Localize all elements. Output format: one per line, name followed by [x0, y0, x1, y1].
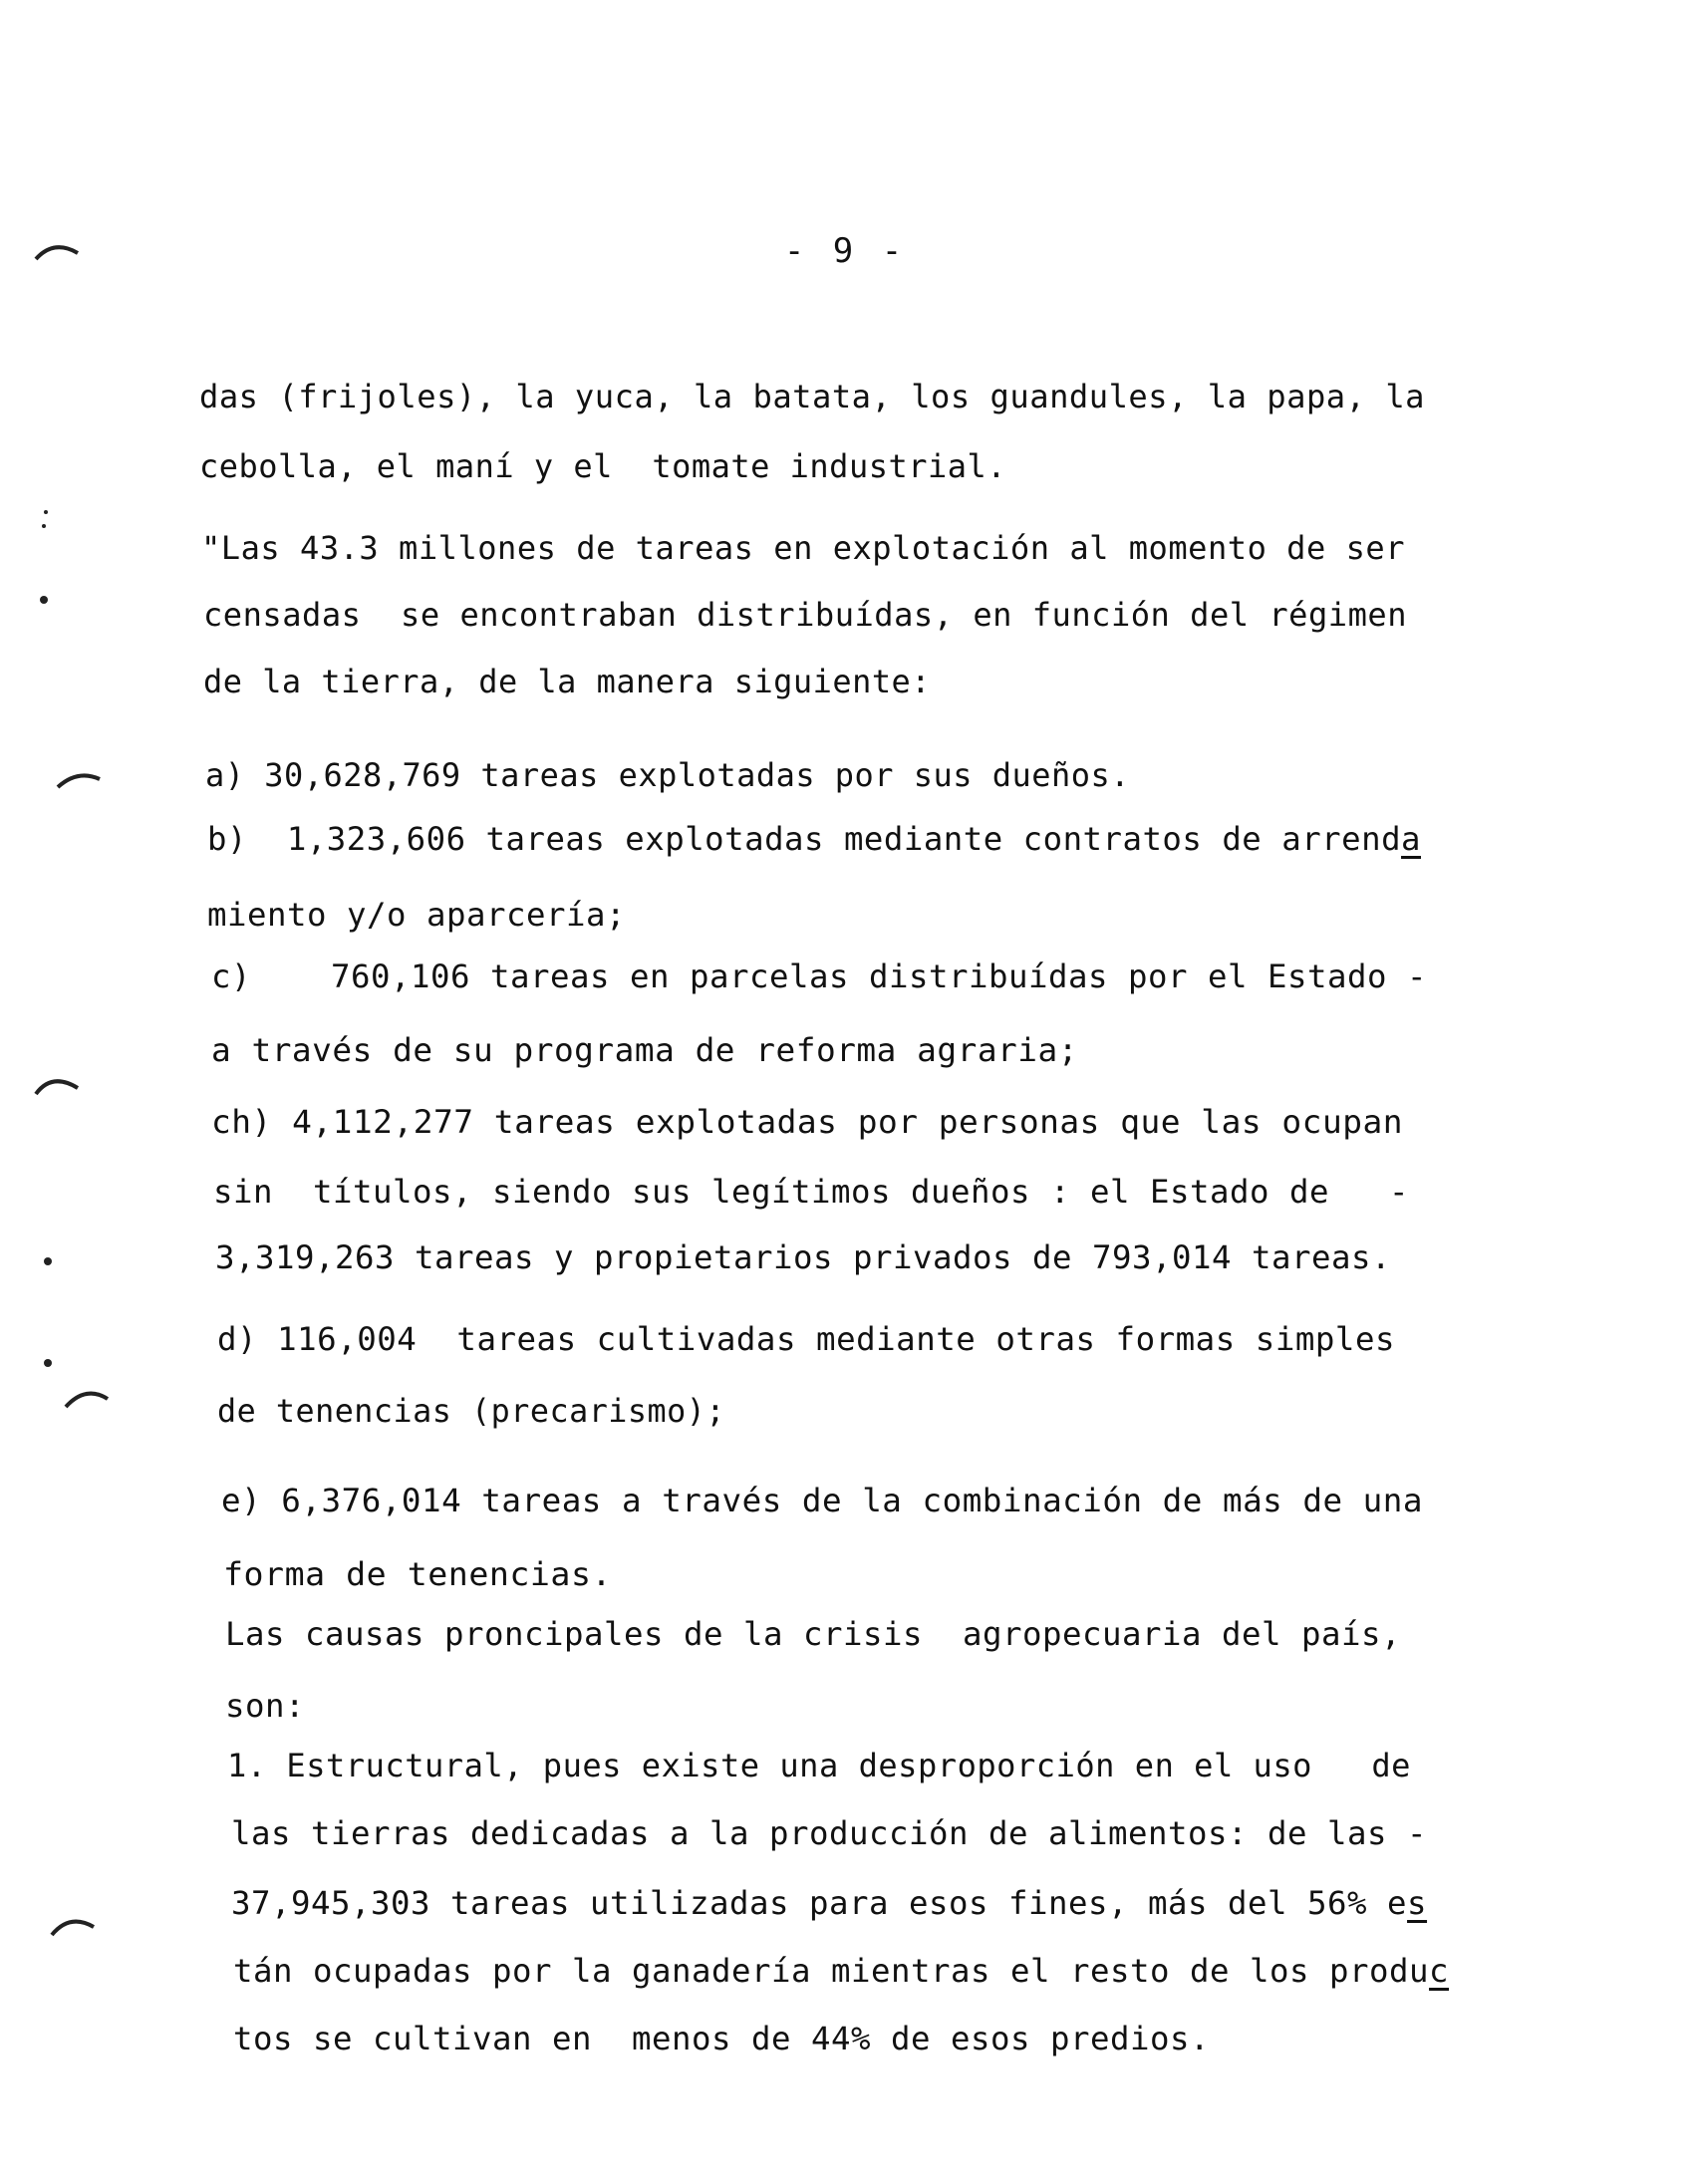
text-line: de la tierra, de la manera siguiente: — [203, 663, 932, 700]
underlined-hyphen-char: c — [1429, 1952, 1450, 1990]
text-line: de tenencias (precarismo); — [217, 1392, 726, 1430]
underlined-hyphen-char: a — [1401, 820, 1422, 858]
text-line: e) 6,376,014 tareas a través de la combinación de más de una — [221, 1482, 1423, 1519]
text-line: a) 30,628,769 tareas explotadas por sus dueños. — [205, 756, 1130, 794]
margin-dot — [40, 596, 48, 604]
text-line: las tierras dedicadas a la producción de alimentos: de las - — [231, 1814, 1428, 1852]
text-line: d) 116,004 tareas cultivadas mediante otras formas simples — [217, 1320, 1396, 1358]
text-line: b) 1,323,606 tareas explotadas mediante contratos de arrenda — [207, 820, 1422, 858]
underlined-hyphen-char: s — [1407, 1884, 1428, 1922]
text-line: 3,319,263 tareas y propietarios privados de 793,014 tareas. — [215, 1238, 1392, 1276]
margin-mark — [50, 1915, 96, 1937]
margin-dot — [44, 1257, 52, 1265]
margin-dot — [44, 1359, 52, 1367]
text-line: das (frijoles), la yuca, la batata, los guandules, la papa, la — [199, 378, 1426, 415]
text-line: "Las 43.3 millones de tareas en explotación al momento de ser — [201, 529, 1405, 567]
text-line: a través de su programa de reforma agraria; — [211, 1031, 1078, 1069]
margin-mark — [34, 1074, 80, 1096]
text-line: tos se cultivan en menos de 44% de esos predios. — [233, 2020, 1211, 2057]
text-line: c) 760,106 tareas en parcelas distribuídas por el Estado - — [211, 957, 1428, 995]
page-number: - 9 - — [783, 231, 907, 271]
text-line: cebolla, el maní y el tomate industrial. — [199, 447, 1006, 485]
text-line: son: — [225, 1687, 306, 1725]
text-line: 1. Estructural, pues existe una desproporción en el uso de — [227, 1747, 1411, 1784]
margin-speck — [44, 510, 48, 514]
margin-mark — [34, 241, 80, 263]
margin-speck — [42, 524, 46, 528]
text-line: tán ocupadas por la ganadería mientras el resto de los produc — [233, 1952, 1450, 1990]
text-line: miento y/o aparcería; — [207, 896, 627, 934]
text-line: 37,945,303 tareas utilizadas para esos fines, más del 56% es — [231, 1884, 1428, 1922]
text-line: censadas se encontraban distribuídas, en función del régimen — [203, 596, 1407, 634]
text-line: Las causas proncipales de la crisis agropecuaria del país, — [225, 1615, 1402, 1653]
text-line: forma de tenencias. — [223, 1555, 613, 1593]
margin-mark — [56, 769, 102, 791]
text-line: ch) 4,112,277 tareas explotadas por personas que las ocupan — [211, 1103, 1404, 1141]
margin-mark — [64, 1387, 110, 1409]
text-line: sin títulos, siendo sus legítimos dueños : el Estado de - — [213, 1173, 1410, 1211]
